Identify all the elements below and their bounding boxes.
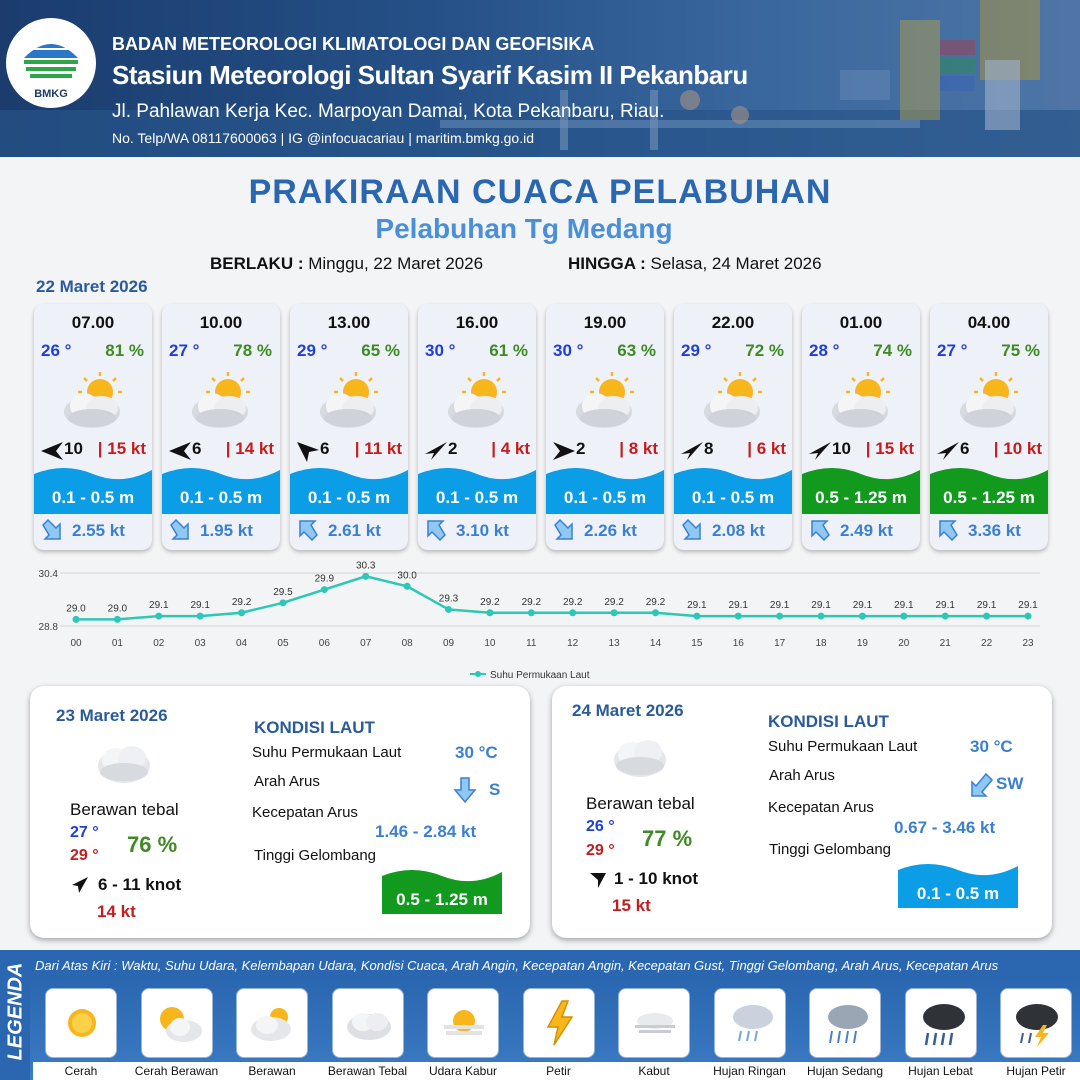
- x-tick-label: 07: [360, 638, 372, 649]
- wind-direction-icon: [167, 440, 193, 462]
- legend-item: [905, 988, 977, 1058]
- card-gust: | 15 kt: [865, 439, 914, 458]
- x-tick-label: 18: [815, 638, 827, 649]
- card-wind-speed: 2: [448, 439, 458, 458]
- x-tick-label: 22: [981, 638, 993, 649]
- current-arrow-icon: [968, 772, 996, 800]
- day-temp-max: 29 °: [70, 847, 99, 864]
- x-tick-label: 10: [484, 638, 496, 649]
- legend-item-label: Udara Kabur: [415, 1062, 511, 1080]
- x-tick-label: 16: [732, 638, 744, 649]
- sst-data-label: 29.1: [852, 600, 873, 612]
- x-tick-label: 14: [649, 638, 662, 649]
- current-speed: 1.46 - 2.84 kt: [375, 822, 477, 841]
- sst-data-label: 29.3: [438, 593, 459, 605]
- forecast-date: 22 Maret 2026: [36, 277, 148, 296]
- sst-data-label: 29.2: [480, 596, 500, 608]
- thick-cloud-icon: [608, 732, 672, 782]
- x-tick-label: 12: [567, 638, 579, 649]
- forecast-card: [162, 304, 280, 550]
- forecast-card: [802, 304, 920, 550]
- card-wind-speed: 6: [960, 439, 970, 458]
- wave-height: 0.1 - 0.5 m: [916, 884, 1000, 903]
- card-wind-speed: 8: [704, 439, 714, 458]
- y-tick-label: 28.8: [38, 622, 58, 633]
- sst-point: [900, 613, 907, 620]
- sun-cloud-icon: [442, 370, 514, 434]
- card-current-speed: 2.49 kt: [840, 521, 893, 540]
- card-gust: | 6 kt: [747, 439, 786, 458]
- day-humidity: 76 %: [127, 832, 178, 857]
- day-temp-min: 26 °: [586, 818, 615, 835]
- kondisi-laut-title: KONDISI LAUT: [254, 718, 375, 737]
- card-current-speed: 2.08 kt: [712, 521, 765, 540]
- valid-from-label: BERLAKU :: [210, 254, 304, 273]
- sst-point: [859, 613, 866, 620]
- wind-direction-icon: [70, 875, 90, 895]
- legend-description: Dari Atas Kiri : Waktu, Suhu Udara, Kelembapan Udara, Kondisi Cuaca, Arah Angin, Kecepatan Angin, Kecepatan Gust, Tinggi Gelombang, Arah Arus, Kecepatan Arus: [35, 958, 999, 973]
- day-wind: 6 - 11 knot: [98, 875, 182, 894]
- forecast-card: [34, 304, 152, 550]
- legend-item-label: Berawan Tebal: [320, 1062, 416, 1080]
- card-temperature: 30 °: [425, 341, 456, 360]
- valid-to-label: HINGGA :: [568, 254, 646, 273]
- card-temperature: 27 °: [937, 341, 968, 360]
- sst-data-label: 29.2: [604, 596, 624, 608]
- current-direction-icon: [424, 518, 448, 542]
- legend: [0, 950, 1080, 1080]
- legend-item: [141, 988, 213, 1058]
- card-time: 10.00: [199, 313, 243, 332]
- current-speed: 0.67 - 3.46 kt: [894, 818, 996, 837]
- day-temp-max: 29 °: [586, 842, 615, 859]
- sun-cloud-icon: [826, 370, 898, 434]
- sst-point: [528, 609, 535, 616]
- sst-point: [486, 609, 493, 616]
- card-temperature: 30 °: [553, 341, 584, 360]
- current-speed-label: Kecepatan Arus: [252, 804, 358, 821]
- day-gust: 14 kt: [97, 902, 136, 921]
- legend-item: [427, 988, 499, 1058]
- sst-value: 30 °C: [455, 743, 498, 762]
- port-name: Pelabuhan Tg Medang: [375, 213, 673, 244]
- sst-data-label: 29.1: [935, 600, 955, 612]
- forecast-card: [290, 304, 408, 550]
- current-arrow-icon: [453, 776, 477, 804]
- card-time: 01.00: [839, 313, 883, 332]
- bmkg-logo-text: BMKG: [34, 88, 68, 100]
- haze-icon: [436, 995, 492, 1051]
- day-date: 23 Maret 2026: [56, 706, 168, 725]
- sun-cloud-icon: [570, 370, 642, 434]
- wind-direction-icon: [551, 440, 577, 462]
- legend-item: [618, 988, 690, 1058]
- thick-cloud-icon: [341, 995, 397, 1051]
- valid-from: [210, 254, 483, 274]
- heavy-rain-icon: [914, 995, 970, 1051]
- bmkg-logo: [6, 18, 96, 108]
- day-panel-1: [30, 686, 530, 938]
- card-humidity: 74 %: [873, 341, 912, 360]
- card-gust: | 8 kt: [619, 439, 658, 458]
- x-tick-label: 19: [856, 638, 868, 649]
- legend-item: [809, 988, 881, 1058]
- sst-point: [321, 586, 328, 593]
- sun-cloud-icon: [314, 370, 386, 434]
- sst-data-label: 29.0: [107, 603, 128, 615]
- card-time: 07.00: [71, 313, 115, 332]
- card-gust: | 15 kt: [97, 439, 146, 458]
- card-humidity: 61 %: [489, 341, 528, 360]
- x-tick-label: 02: [153, 638, 165, 649]
- sst-data-label: 29.1: [1018, 600, 1038, 612]
- sun-cloud-icon: [954, 370, 1026, 434]
- x-tick-label: 15: [691, 638, 703, 649]
- card-wind-speed: 2: [576, 439, 586, 458]
- x-tick-label: 08: [401, 638, 413, 649]
- sst-point: [238, 609, 245, 616]
- sst-point: [942, 613, 949, 620]
- sst-data-label: 29.2: [231, 596, 252, 608]
- light-rain-icon: [723, 995, 779, 1051]
- header-banner: [0, 0, 1080, 157]
- card-wind-speed: 10: [64, 439, 83, 458]
- valid-from-value: Minggu, 22 Maret 2026: [308, 254, 484, 273]
- sst-data-label: 29.1: [687, 600, 707, 612]
- station-contact: No. Telp/WA 08117600063 | IG @infocuacariau | maritim.bmkg.go.id: [112, 130, 534, 146]
- card-humidity: 65 %: [361, 341, 400, 360]
- card-wave-height: 0.1 - 0.5 m: [691, 488, 775, 507]
- card-current-speed: 2.61 kt: [328, 521, 381, 540]
- wave-height: 0.5 - 1.25 m: [396, 890, 488, 909]
- wind-direction-icon: [807, 440, 833, 462]
- sst-point: [404, 583, 411, 590]
- day-gust: 15 kt: [612, 896, 651, 915]
- lightning-icon: [532, 995, 588, 1051]
- current-dir-label: Arah Arus: [769, 767, 835, 784]
- sst-data-label: 29.5: [273, 586, 293, 598]
- x-tick-label: 11: [526, 638, 537, 649]
- sst-data-label: 29.1: [811, 600, 831, 612]
- sun-cloud-icon: [150, 995, 206, 1051]
- current-direction-icon: [680, 518, 704, 542]
- card-wave-height: 0.1 - 0.5 m: [435, 488, 519, 507]
- legend-item: [236, 988, 308, 1058]
- card-gust: | 10 kt: [993, 439, 1042, 458]
- wave-label: Tinggi Gelombang: [769, 841, 892, 858]
- sst-data-label: 29.1: [769, 600, 790, 612]
- moderate-rain-icon: [818, 995, 874, 1051]
- current-dir-label: Arah Arus: [254, 773, 320, 790]
- wind-direction-icon: [679, 440, 705, 462]
- agency-name: BADAN METEOROLOGI KLIMATOLOGI DAN GEOFISIKA: [112, 34, 595, 54]
- card-wave-height: 0.1 - 0.5 m: [179, 488, 263, 507]
- sst-point: [279, 599, 286, 606]
- card-current-speed: 2.26 kt: [584, 521, 637, 540]
- sst-point: [445, 606, 452, 613]
- legend-item-label: Cerah Berawan: [129, 1062, 225, 1080]
- sst-data-label: 29.1: [976, 600, 997, 612]
- card-wave-height: 0.5 - 1.25 m: [943, 488, 1035, 507]
- thunderstorm-icon: [1009, 995, 1065, 1051]
- current-dir: S: [489, 780, 501, 799]
- station-address: Jl. Pahlawan Kerja Kec. Marpoyan Damai, Kota Pekanbaru, Riau.: [112, 101, 665, 122]
- card-humidity: 81 %: [105, 341, 144, 360]
- legend-item: [714, 988, 786, 1058]
- legend-item-label: Hujan Petir: [988, 1062, 1080, 1080]
- card-wave-height: 0.1 - 0.5 m: [563, 488, 647, 507]
- forecast-card: [674, 304, 792, 550]
- legend-item-label: Hujan Sedang: [797, 1062, 893, 1080]
- card-humidity: 63 %: [617, 341, 656, 360]
- valid-to: [568, 254, 822, 274]
- x-tick-label: 23: [1022, 638, 1034, 649]
- legend-item: [523, 988, 595, 1058]
- x-tick-label: 20: [898, 638, 910, 649]
- sst-point: [611, 609, 618, 616]
- day-condition: Berawan tebal: [70, 800, 179, 819]
- wind-direction-icon: [39, 440, 65, 462]
- page-title: PRAKIRAAN CUACA PELABUHAN: [248, 173, 832, 211]
- card-temperature: 29 °: [297, 341, 328, 360]
- sst-point: [818, 613, 825, 620]
- card-current-speed: 1.95 kt: [200, 521, 253, 540]
- sst-point: [73, 616, 80, 623]
- x-tick-label: 03: [194, 638, 206, 649]
- legend-item-label: Berawan: [224, 1062, 320, 1080]
- sst-point: [735, 613, 742, 620]
- card-wave-height: 0.1 - 0.5 m: [51, 488, 135, 507]
- current-speed-label: Kecepatan Arus: [768, 799, 874, 816]
- legend-item-label: Kabut: [606, 1062, 702, 1080]
- sst-data-label: 29.1: [149, 600, 169, 612]
- x-tick-label: 21: [939, 638, 951, 649]
- day-condition: Berawan tebal: [586, 794, 695, 813]
- legend-item-label: Hujan Ringan: [702, 1062, 798, 1080]
- legend-title: LEGENDA: [4, 962, 27, 1061]
- forecast-card: [546, 304, 664, 550]
- wind-direction-icon: [935, 440, 961, 462]
- legend-item: [45, 988, 117, 1058]
- sst-point: [197, 613, 204, 620]
- card-time: 13.00: [327, 313, 371, 332]
- card-temperature: 27 °: [169, 341, 200, 360]
- fog-icon: [627, 995, 683, 1051]
- legend-item-label: Cerah: [33, 1062, 129, 1080]
- kondisi-laut-title: KONDISI LAUT: [768, 712, 889, 731]
- card-gust: | 11 kt: [354, 439, 402, 458]
- cloud-sun-icon: [245, 995, 301, 1051]
- sst-label: Suhu Permukaan Laut: [252, 744, 402, 761]
- card-time: 22.00: [711, 313, 755, 332]
- sst-data-label: 29.1: [190, 600, 210, 612]
- card-humidity: 78 %: [233, 341, 272, 360]
- legend-marker: [475, 671, 481, 677]
- sst-point: [693, 613, 700, 620]
- sst-point: [362, 573, 369, 580]
- x-tick-label: 13: [608, 638, 620, 649]
- sst-chart: [30, 560, 1050, 685]
- card-gust: | 14 kt: [225, 439, 274, 458]
- day-wind: 1 - 10 knot: [614, 869, 699, 888]
- legend-item: [332, 988, 404, 1058]
- card-wind-speed: 6: [320, 439, 330, 458]
- card-time: 04.00: [967, 313, 1011, 332]
- sst-data-label: 30.0: [397, 570, 417, 582]
- sst-data-label: 29.2: [645, 596, 666, 608]
- sun-cloud-icon: [698, 370, 770, 434]
- wave-label: Tinggi Gelombang: [254, 847, 377, 864]
- legend-item-label: Petir: [511, 1062, 607, 1080]
- day-panel-2: [552, 686, 1052, 938]
- sst-value: 30 °C: [970, 737, 1013, 756]
- sst-data-label: 29.1: [728, 600, 748, 612]
- sst-point: [155, 613, 162, 620]
- card-wind-speed: 10: [832, 439, 851, 458]
- forecast-card: [418, 304, 536, 550]
- x-tick-label: 01: [111, 638, 123, 649]
- current-direction-icon: [552, 518, 576, 542]
- card-temperature: 28 °: [809, 341, 840, 360]
- sst-label: Suhu Permukaan Laut: [768, 738, 918, 755]
- sst-data-label: 29.2: [521, 596, 542, 608]
- card-wind-speed: 6: [192, 439, 202, 458]
- current-dir: SW: [996, 774, 1024, 793]
- legend-series-name: Suhu Permukaan Laut: [490, 670, 590, 681]
- y-tick-label: 30.4: [38, 569, 58, 580]
- card-temperature: 26 °: [41, 341, 72, 360]
- valid-to-value: Selasa, 24 Maret 2026: [650, 254, 822, 273]
- x-tick-label: 09: [442, 638, 455, 649]
- sst-data-label: 29.9: [314, 573, 335, 585]
- card-time: 19.00: [583, 313, 627, 332]
- station-name: Stasiun Meteorologi Sultan Syarif Kasim II Pekanbaru: [112, 60, 748, 90]
- card-wave-height: 0.1 - 0.5 m: [307, 488, 391, 507]
- wind-direction-icon: [423, 440, 449, 462]
- card-current-speed: 3.10 kt: [456, 521, 509, 540]
- wind-direction-icon: [588, 870, 608, 890]
- sun-cloud-icon: [186, 370, 258, 434]
- legend-icons: [30, 980, 1080, 1080]
- current-direction-icon: [40, 518, 64, 542]
- x-tick-label: 17: [774, 638, 786, 649]
- sun-icon: [54, 995, 110, 1051]
- sst-data-label: 30.3: [356, 560, 376, 572]
- forecast-card: [930, 304, 1048, 550]
- sst-data-label: 29.1: [894, 600, 914, 612]
- sst-data-label: 29.2: [562, 596, 583, 608]
- sst-point: [983, 613, 990, 620]
- sst-point: [652, 609, 659, 616]
- card-wave-height: 0.5 - 1.25 m: [815, 488, 907, 507]
- x-tick-label: 06: [318, 638, 330, 649]
- sst-point: [776, 613, 783, 620]
- sun-cloud-icon: [58, 370, 130, 434]
- x-tick-label: 04: [236, 638, 248, 649]
- sst-line: [76, 573, 1028, 619]
- card-humidity: 75 %: [1001, 341, 1040, 360]
- sst-point: [1025, 613, 1032, 620]
- card-time: 16.00: [455, 313, 499, 332]
- current-direction-icon: [296, 518, 320, 542]
- x-tick-label: 00: [70, 638, 82, 649]
- legend-side-label: [0, 950, 30, 1080]
- legend-item: [1000, 988, 1072, 1058]
- current-direction-icon: [936, 518, 960, 542]
- card-humidity: 72 %: [745, 341, 784, 360]
- card-gust: | 4 kt: [491, 439, 530, 458]
- current-direction-icon: [808, 518, 832, 542]
- sst-point: [114, 616, 121, 623]
- wind-direction-icon: [295, 440, 321, 462]
- sst-data-label: 29.0: [66, 603, 86, 615]
- card-current-speed: 2.55 kt: [72, 521, 125, 540]
- card-current-speed: 3.36 kt: [968, 521, 1021, 540]
- card-temperature: 29 °: [681, 341, 712, 360]
- legend-description-bar: [30, 950, 1080, 980]
- current-direction-icon: [168, 518, 192, 542]
- legend-item-label: Hujan Lebat: [893, 1062, 989, 1080]
- x-tick-label: 05: [277, 638, 289, 649]
- thick-cloud-icon: [92, 738, 156, 788]
- day-humidity: 77 %: [642, 826, 693, 851]
- day-date: 24 Maret 2026: [572, 701, 684, 720]
- day-temp-min: 27 °: [70, 824, 99, 841]
- sst-point: [569, 609, 576, 616]
